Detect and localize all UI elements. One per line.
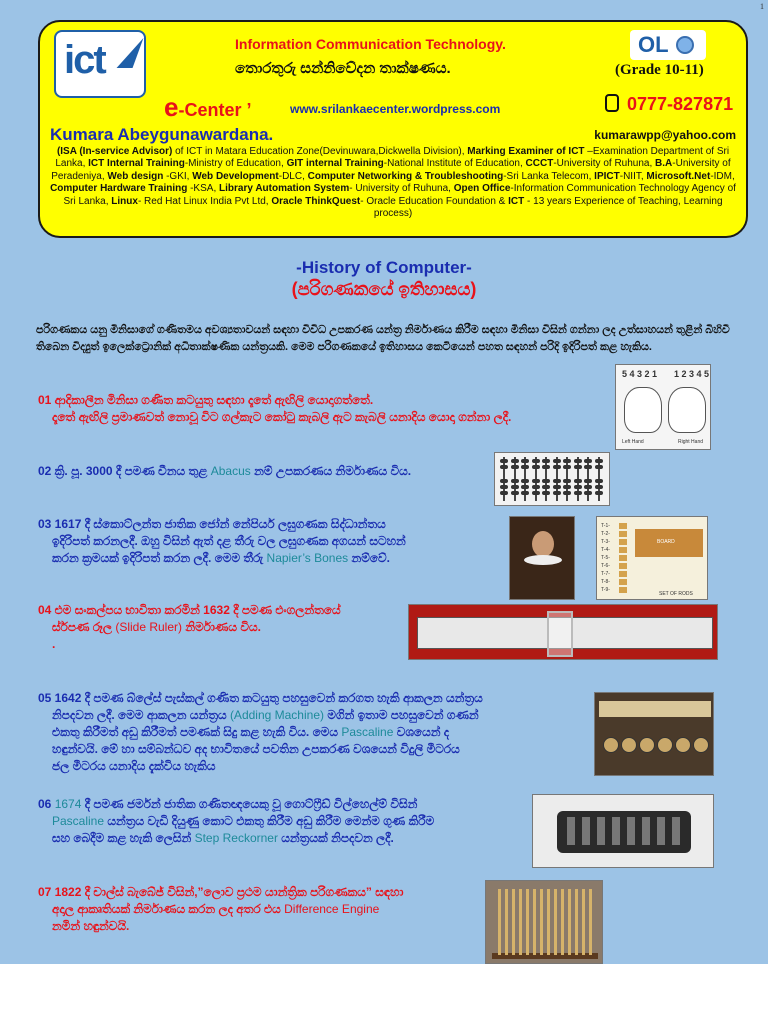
pascaline-dial xyxy=(621,737,637,753)
abacus-bead xyxy=(532,459,540,463)
abacus-bead xyxy=(500,485,508,489)
bio-detail: - University of Ruhuna, xyxy=(349,183,454,195)
abacus-bead xyxy=(574,485,582,489)
item-text: ජල මීටරය යනාදිය දැක්විය හැකිය xyxy=(52,759,216,773)
history-item-05 xyxy=(38,690,598,775)
item-text: නම් උපකරණය නිර්මාණය විය. xyxy=(250,464,412,478)
item-text: Abacus xyxy=(210,464,251,478)
abacus-bead xyxy=(532,465,540,469)
bio-detail: -NIIT, xyxy=(619,170,647,182)
reckoner-cylinder xyxy=(672,817,680,845)
history-item-01 xyxy=(38,392,618,426)
pascaline-image xyxy=(594,692,714,776)
disc-icon xyxy=(676,36,694,54)
abacus-bead xyxy=(500,491,508,495)
bones-rod xyxy=(619,571,627,577)
bio-detail: - Oracle Education Foundation & xyxy=(360,195,509,207)
email-address[interactable]: kumarawpp@yahoo.com xyxy=(594,128,736,142)
bio-qualification: Computer Hardware Training xyxy=(50,183,188,195)
item-text: දී පමණ ජර්මන් ජාතික ගණිතඥයෙකු වූ ගොට්ෆ්‍රීඩ් විල්හෙල්ම් විසින් xyxy=(81,797,418,811)
pascaline-dial xyxy=(657,737,673,753)
abacus-image xyxy=(494,452,610,506)
finger-counting-image xyxy=(615,364,711,450)
engine-column xyxy=(589,889,592,955)
abacus-bead xyxy=(574,491,582,495)
engine-column xyxy=(505,889,508,955)
pascaline-dial xyxy=(675,737,691,753)
abacus-bead xyxy=(595,465,603,469)
engine-column xyxy=(554,889,557,955)
bio-qualification: Marking Examiner of ICT xyxy=(467,146,585,157)
ecenter-prefix: e xyxy=(164,92,179,122)
page-number: 1 xyxy=(760,2,764,11)
bio-detail: -University of Ruhuna, xyxy=(553,158,656,170)
abacus-bead xyxy=(542,465,550,469)
bones-row-label: T-9- xyxy=(601,587,610,593)
abacus-bead xyxy=(511,465,519,469)
history-item-02 xyxy=(38,463,498,480)
engine-column xyxy=(547,889,550,955)
history-item-03 xyxy=(38,516,508,567)
item-text: 06 xyxy=(38,797,55,811)
item-line xyxy=(38,602,408,619)
bones-rod xyxy=(619,587,627,593)
abacus-bead xyxy=(511,485,519,489)
reckoner-cylinder xyxy=(627,817,635,845)
engine-column xyxy=(519,889,522,955)
abacus-bead xyxy=(521,465,529,469)
bio-qualification: GIT internal Training xyxy=(286,158,384,170)
hands-left-numbers: 5 4 3 2 1 xyxy=(622,369,658,379)
item-line xyxy=(38,533,508,550)
john-napier-portrait xyxy=(509,516,575,600)
bio-detail: of ICT in Matara Education Zone(Devinuwara,Dickwella Division), xyxy=(172,146,468,157)
slide-rule-image xyxy=(408,604,718,660)
item-text: 05 1642 දී පමණ බ්ලේස් පැස්කල් ගණිත කටයුතු පහසුවෙන් කරගත හැකි ආකලන යන්ත්‍රය xyxy=(38,691,483,705)
item-line xyxy=(38,550,508,567)
phone-number xyxy=(605,94,733,115)
abacus-bead xyxy=(521,491,529,495)
ecenter-rest: -Center ’ xyxy=(178,100,252,120)
author-name: Kumara Abeygunawardana. xyxy=(50,125,274,144)
item-text: 07 1822 දී චාල්ස් බැබේජ් විසින්,”ලොව ප්‍රථම යාන්ත්‍රික පරිගණකය” සඳහා xyxy=(38,885,404,899)
abacus-bead xyxy=(532,491,540,495)
item-text: නිපදවන ලදී. මෙම ආකලන යන්ත්‍රය xyxy=(52,708,230,722)
website-link[interactable]: www.srilankaecenter.wordpress.com xyxy=(290,102,501,116)
reckoner-cylinder xyxy=(567,817,575,845)
abacus-bead xyxy=(553,485,561,489)
bio-qualification: IPICT xyxy=(594,170,620,182)
bio-detail: -University of Peradeniya, xyxy=(51,158,731,182)
item-line xyxy=(38,636,408,653)
abacus-bead xyxy=(542,479,550,483)
bones-rod xyxy=(619,539,627,545)
ol-logo xyxy=(630,30,706,60)
item-text: වශයෙන් ද xyxy=(393,725,450,739)
page-title-sinhala: (පරිගණකයේ ඉතිහාසය) xyxy=(291,279,477,299)
reckoner-cylinder xyxy=(597,817,605,845)
bio-detail: - 13 years Experience of Teaching, Learning process) xyxy=(373,195,723,220)
portrait-collar xyxy=(524,555,562,565)
abacus-bead xyxy=(584,459,592,463)
right-hand-drawing xyxy=(668,387,706,433)
header-title: Information Communication Technology. xyxy=(235,36,506,52)
item-text: යන්ත්‍රය වැඩි දියුණු කොට එකතු කිරීම අඩු කිරීම මෙන්ම ගුණ කිරීම xyxy=(104,814,435,828)
reckoner-cylinder xyxy=(642,817,650,845)
item-line xyxy=(38,392,618,409)
abacus-bead xyxy=(511,479,519,483)
item-line xyxy=(38,707,598,724)
reckoner-cylinder xyxy=(582,817,590,845)
abacus-bead xyxy=(584,465,592,469)
item-text: Step Reckorner xyxy=(194,831,278,845)
grade-label: (Grade 10-11) xyxy=(615,62,704,78)
item-text: නිර්මාණය විය. xyxy=(182,620,261,634)
intro-paragraph: පරිගණකය යනු මිනිසාගේ ගණිතමය අවශ්‍යතාවයන් සඳහා විවිධ උපකරණ යන්ත්‍ර නිර්මාණය කිරීම සඳහා මිනිසා විසින් ගන්නා ලද උත්සාහයන් තුළින් බිහිවී තිබෙන විද්‍යුත් ඉලෙක්ට්‍රොනික් අධිතාක්ෂණික යන්ත්‍රයකි. මෙම පරිගණකයේ ඉතිහාසය කෙටියෙන් පහත සඳහන් පරිදි ඉදිරිපත් කළ හැකිය. xyxy=(36,324,730,353)
abacus-bead xyxy=(553,479,561,483)
item-text: නමින් හඳුන්වයි. xyxy=(52,919,130,933)
bones-rod xyxy=(619,547,627,553)
bio-qualification: Computer Networking & Troubleshooting xyxy=(307,170,504,182)
bones-set-label: SET OF RODS xyxy=(659,591,693,597)
item-text: Pascaline xyxy=(52,814,105,828)
item-text: 04 එම සංකල්පය භාවිතා කරමින් 1632 දී පමණ එංගලන්තයේ xyxy=(38,603,341,617)
abacus-bead xyxy=(563,485,571,489)
item-text: ඉදිරිපත් කරනලදී. ඔහු විසින් ඇත් දළ තීරු වල ලඝුගණක අගයන් සටහන් xyxy=(52,534,406,548)
bones-row-label: T-8- xyxy=(601,579,610,585)
abacus-bead xyxy=(500,479,508,483)
phone-text: 0777-827871 xyxy=(627,94,734,114)
item-text: (Adding Machine) xyxy=(229,708,324,722)
hands-right-numbers: 1 2 3 4 5 xyxy=(674,369,710,379)
abacus-bead xyxy=(563,479,571,483)
abacus-bead xyxy=(595,459,603,463)
pascaline-dial xyxy=(639,737,655,753)
engine-column xyxy=(512,889,515,955)
bio-detail: -KSA, xyxy=(187,183,220,195)
item-line xyxy=(38,918,488,935)
item-line xyxy=(38,901,488,918)
history-item-07 xyxy=(38,884,488,935)
item-line xyxy=(38,796,538,813)
bones-board-label: BOARD xyxy=(657,539,675,545)
ict-logo xyxy=(54,30,146,98)
item-text: 03 1617 දී ස්කොට්ලන්ත ජාතික ජෝන් නේපියර් ලඝුගණක සිද්ධාන්තය xyxy=(38,517,386,531)
item-text: යන්ත්‍රයක් නිපදවන ලදී. xyxy=(277,831,394,845)
item-text: 1674 xyxy=(54,797,82,811)
item-line xyxy=(38,409,618,426)
abacus-bead xyxy=(553,491,561,495)
pascaline-plate xyxy=(599,701,711,717)
abacus-bead xyxy=(584,479,592,483)
author-bio xyxy=(48,146,738,220)
bio-detail: -IDM, xyxy=(710,170,735,182)
abacus-bead xyxy=(595,491,603,495)
left-hand-drawing xyxy=(624,387,662,433)
abacus-bead xyxy=(500,465,508,469)
abacus-bead xyxy=(574,459,582,463)
phone-icon xyxy=(605,94,619,112)
item-text: Napier’s Bones xyxy=(266,551,349,565)
reckoner-cylinder xyxy=(612,817,620,845)
bio-detail: -National Institute of Education, xyxy=(383,158,526,170)
bones-row-label: T-7- xyxy=(601,571,610,577)
item-line xyxy=(38,830,538,847)
bio-qualification: Microsoft.Net xyxy=(646,170,711,182)
engine-column xyxy=(561,889,564,955)
abacus-bead xyxy=(542,459,550,463)
abacus-bead xyxy=(521,459,529,463)
abacus-bead xyxy=(584,491,592,495)
bio-qualification: Open Office xyxy=(453,183,511,195)
abacus-bead xyxy=(595,479,603,483)
bio-qualification: (ISA (In-service Advisor) xyxy=(56,146,173,157)
bio-qualification: ICT xyxy=(508,195,525,207)
abacus-bead xyxy=(511,491,519,495)
bio-detail: -GKI, xyxy=(163,170,193,182)
item-line xyxy=(38,724,598,741)
bones-rod xyxy=(619,555,627,561)
step-reckoner-image xyxy=(532,794,714,868)
bio-qualification: Web design xyxy=(107,170,164,182)
abacus-bead xyxy=(563,465,571,469)
abacus-bead xyxy=(574,479,582,483)
bones-row-label: T-6- xyxy=(601,563,610,569)
abacus-bead xyxy=(574,465,582,469)
pascaline-dial xyxy=(603,737,619,753)
item-text: Difference Engine xyxy=(284,902,380,916)
bio-detail: -Ministry of Education, xyxy=(184,158,287,170)
item-line xyxy=(38,619,408,636)
abacus-bead xyxy=(521,485,529,489)
abacus-bead xyxy=(500,459,508,463)
item-text: . xyxy=(52,637,56,651)
slide-rule-cursor xyxy=(547,611,573,657)
header-title-sinhala: තොරතුරු සන්නිවේදන තාක්ෂණය. xyxy=(235,60,451,77)
abacus-bead xyxy=(542,485,550,489)
header-box xyxy=(38,20,748,238)
item-text: දෑතේ ඇඟිලි ප්‍රමාණවත් නොවූ විට ගල්කැට කෝටු කැබලි ඇට කැබලි යනාදිය යොදා ගන්නා ලදී. xyxy=(52,410,512,424)
abacus-bead xyxy=(563,491,571,495)
right-hand-label: Right Hand xyxy=(678,439,704,445)
bio-detail: -Information Communication Technology Agency of Sri Lanka, xyxy=(63,183,736,207)
bio-qualification: Library Automation System xyxy=(219,183,350,195)
bio-qualification: CCCT xyxy=(525,158,554,170)
item-text: මගින් ඉතාම පහසුවෙන් ගණන් xyxy=(324,708,479,722)
item-text: එකතු කිරීමත් අඩු කිරීමත් පමණක් සිදු කළ හැකි විය. මෙය xyxy=(52,725,342,739)
engine-column xyxy=(575,889,578,955)
portrait-face xyxy=(532,531,554,557)
bones-rod xyxy=(619,579,627,585)
item-text: අදාල ආකෘතියක් නිර්මාණය කරන ලද අතර එය xyxy=(52,902,285,916)
abacus-bead xyxy=(595,485,603,489)
abacus-bead xyxy=(511,459,519,463)
arrow-icon xyxy=(117,38,144,68)
abacus-bead xyxy=(563,459,571,463)
item-line xyxy=(38,884,488,901)
bones-rod xyxy=(619,563,627,569)
abacus-bead xyxy=(553,459,561,463)
ict-logo-text: ict xyxy=(64,38,105,82)
abacus-bead xyxy=(521,479,529,483)
page-title: -History of Computer- xyxy=(296,258,472,277)
bones-row-label: T-1- xyxy=(601,523,610,529)
pascaline-dial xyxy=(693,737,709,753)
bio-detail: –Examination Department of Sri Lanka, xyxy=(55,146,730,170)
bones-rod xyxy=(619,523,627,529)
engine-column xyxy=(526,889,529,955)
item-line xyxy=(38,741,598,758)
engine-column xyxy=(498,889,501,955)
engine-column xyxy=(582,889,585,955)
item-text: සහ බෙදීම කළ හැකි ලෙසින් xyxy=(52,831,195,845)
item-line xyxy=(38,463,498,480)
item-line xyxy=(38,813,538,830)
ol-logo-text: OL xyxy=(638,32,669,57)
item-line xyxy=(38,690,598,707)
item-text: 01 ආදිකාලීන මිනිසා ගණිත කටයුතු සඳහා දෑතේ ඇඟිලි යොදාගත්තේ. xyxy=(38,393,374,407)
engine-column xyxy=(540,889,543,955)
ecenter-label xyxy=(164,92,251,123)
step-reckoner-body xyxy=(557,811,691,853)
history-item-04 xyxy=(38,602,408,653)
bones-rod xyxy=(619,531,627,537)
napiers-bones-image xyxy=(596,516,708,600)
bio-detail: -Sri Lanka Telecom, xyxy=(503,170,595,182)
abacus-bead xyxy=(532,479,540,483)
difference-engine-image xyxy=(485,880,603,964)
abacus-bead xyxy=(584,485,592,489)
left-hand-label: Left Hand xyxy=(622,439,644,445)
item-line xyxy=(38,758,598,775)
bones-row-label: T-2- xyxy=(601,531,610,537)
abacus-bead xyxy=(532,485,540,489)
bio-qualification: Oracle ThinkQuest xyxy=(271,195,361,207)
bio-qualification: Linux xyxy=(111,195,138,207)
item-text: (Slide Ruler) xyxy=(115,620,183,634)
history-item-06 xyxy=(38,796,538,847)
item-text: නම්වේ. xyxy=(348,551,390,565)
bones-row-label: T-4- xyxy=(601,547,610,553)
item-text: 02 ක්‍රි. පූ. 3000 දී පමණ චීනය තුළ xyxy=(38,464,211,478)
engine-column xyxy=(533,889,536,955)
bio-detail: -DLC, xyxy=(278,170,308,182)
bones-row-label: T-5- xyxy=(601,555,610,561)
bio-detail: - Red Hat Linux India Pvt Ltd, xyxy=(137,195,272,207)
abacus-bead xyxy=(542,491,550,495)
item-text: Pascaline xyxy=(341,725,394,739)
item-text: හඳුන්වයි. මේ හා සම්බන්ධව අද භාවිතයේ පවතින උපකරණ වශයෙන් විදුලි මීටරය xyxy=(52,742,460,756)
bio-qualification: Web Development xyxy=(192,170,279,182)
bio-qualification: B.A xyxy=(655,158,673,170)
abacus-bead xyxy=(553,465,561,469)
reckoner-cylinder xyxy=(657,817,665,845)
bones-row-label: T-3- xyxy=(601,539,610,545)
item-line xyxy=(38,516,508,533)
item-text: කරන ක්‍රමයක් ඉදිරිපත් කරන ලදී. මෙම තීරු xyxy=(52,551,267,565)
bio-qualification: ICT Internal Training xyxy=(88,158,185,170)
item-text: ස්ර්පණ රූල xyxy=(52,620,116,634)
engine-column xyxy=(568,889,571,955)
